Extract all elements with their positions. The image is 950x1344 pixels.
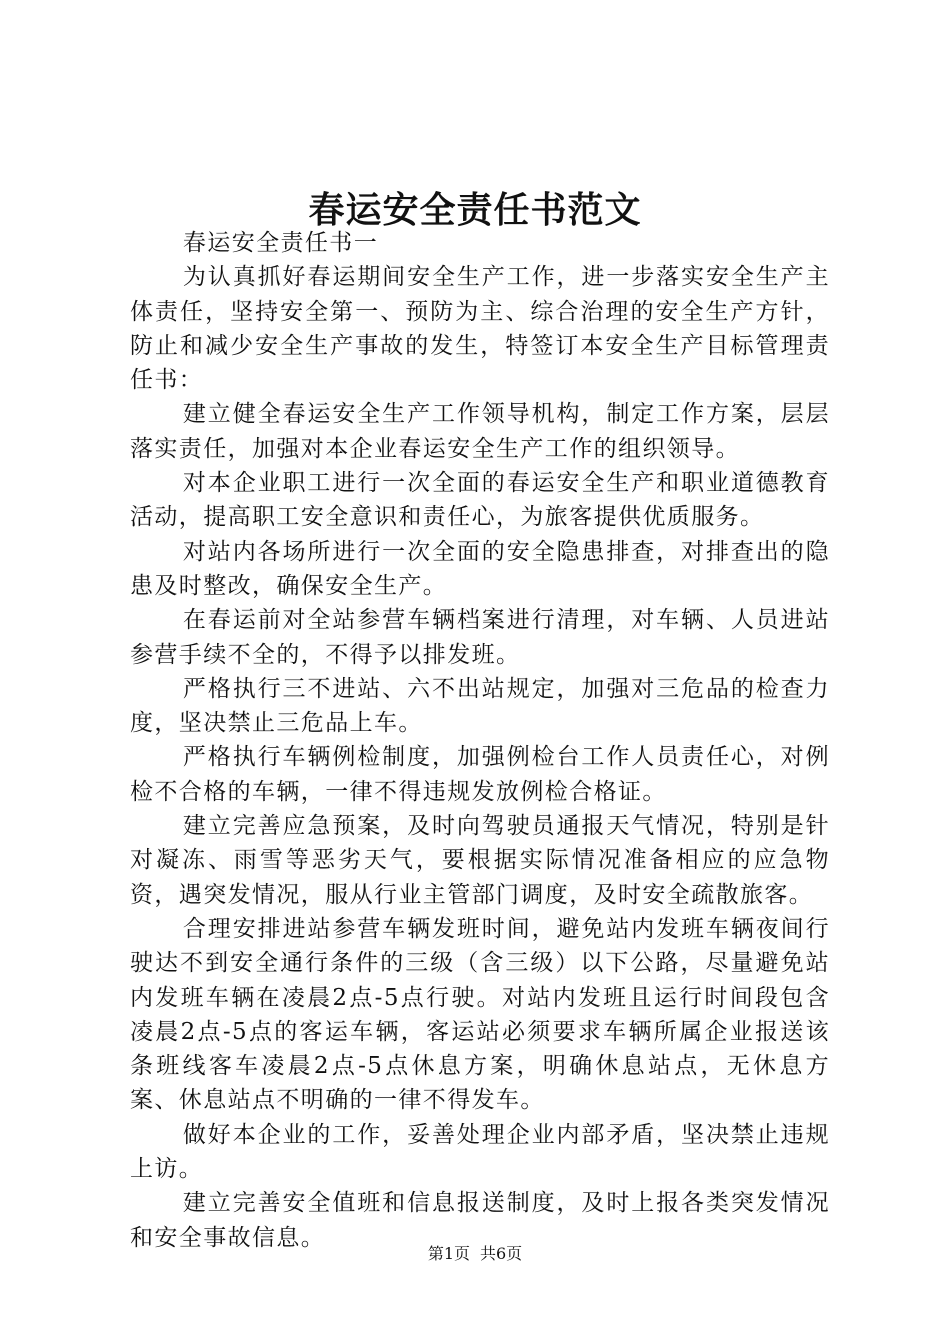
- page-total: 共6页: [480, 1244, 523, 1263]
- paragraph: 建立完善安全值班和信息报送制度，及时上报各类突发情况和安全事故信息。: [130, 1190, 830, 1251]
- paragraph: 在春运前对全站参营车辆档案进行清理，对车辆、人员进站参营手续不全的，不得予以排发班。: [130, 607, 830, 668]
- paragraph: 为认真抓好春运期间安全生产工作，进一步落实安全生产主体责任，坚持安全第一、预防为主、综合治理的安全生产方针，防止和减少安全生产事故的发生，特签订本安全生产目标管理责任书：: [130, 264, 830, 394]
- paragraph: 对站内各场所进行一次全面的安全隐患排查，对排查出的隐患及时整改，确保安全生产。: [130, 538, 830, 599]
- paragraph: 合理安排进站参营车辆发班时间，避免站内发班车辆夜间行驶达不到安全通行条件的三级（含三级）以下公路，尽量避免站内发班车辆在凌晨2点-5点行驶。对站内发班且运行时间段包含凌晨2点-5点的客运车辆，客运站必须要求车辆所属企业报送该条班线客车凌晨2点-5点休息方案，明确休息站点，无休息方案、休息站点不明确的一律不得发车。: [130, 915, 830, 1114]
- section-heading: 春运安全责任书一: [182, 230, 379, 256]
- page-footer: [0, 1243, 950, 1265]
- page-number: 第1页: [427, 1244, 470, 1263]
- document-title: 春运安全责任书范文: [308, 189, 642, 231]
- paragraph: 严格执行车辆例检制度，加强例检台工作人员责任心，对例检不合格的车辆，一律不得违规发放例检合格证。: [130, 744, 830, 805]
- paragraph: 做好本企业的工作，妥善处理企业内部矛盾，坚决禁止违规上访。: [130, 1121, 830, 1183]
- paragraph: 严格执行三不进站、六不出站规定，加强对三危品的检查力度，坚决禁止三危品上车。: [130, 675, 830, 737]
- paragraph: 建立完善应急预案，及时向驾驶员通报天气情况，特别是针对凝冻、雨雪等恶劣天气，要根据实际情况准备相应的应急物资，遇突发情况，服从行业主管部门调度，及时安全疏散旅客。: [130, 813, 830, 908]
- paragraph: 对本企业职工进行一次全面的春运安全生产和职业道德教育活动，提高职工安全意识和责任心，为旅客提供优质服务。: [130, 470, 830, 531]
- document-body: [130, 226, 830, 1255]
- paragraph: 建立健全春运安全生产工作领导机构，制定工作方案，层层落实责任，加强对本企业春运安全生产工作的组织领导。: [130, 401, 830, 462]
